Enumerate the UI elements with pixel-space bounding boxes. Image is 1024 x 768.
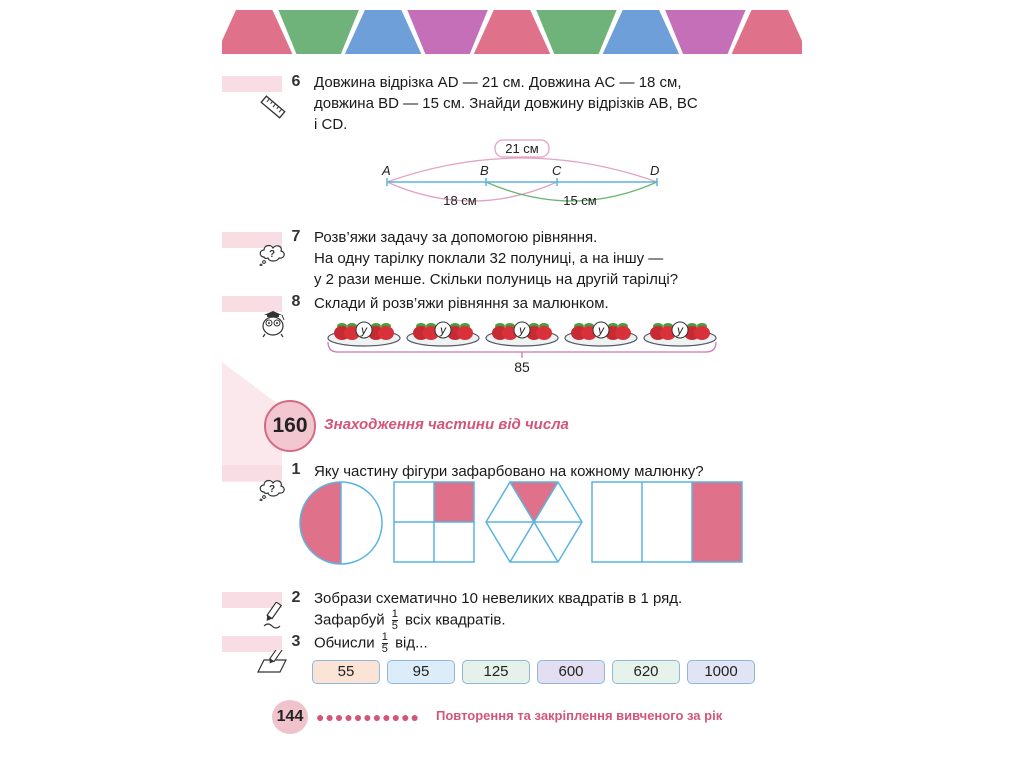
thinking-cloud-icon (258, 242, 286, 266)
banner-segment (474, 10, 550, 54)
unknown-variable-label: у (361, 323, 367, 337)
quarter-square-figure (394, 482, 474, 562)
point-b-label: B (480, 163, 489, 178)
textbook-page (222, 10, 802, 750)
strawberry-plate (407, 322, 479, 346)
bd-length-label: 15 см (563, 193, 597, 208)
shaded-figures (296, 480, 746, 570)
value-chip: 55 (312, 660, 380, 684)
task-6-text (314, 72, 804, 135)
value-chip: 620 (612, 660, 680, 684)
task-6-line-3: і CD. (314, 116, 348, 133)
task-6-line-1: Довжина відрізка AD — 21 см. Довжина AC — 18 см, (314, 74, 682, 91)
owl-mascot-icon (256, 306, 290, 338)
total-length-label: 21 см (505, 141, 539, 156)
unknown-variable-label: у (677, 323, 683, 337)
strawberry-plate (328, 322, 400, 346)
half-circle-figure (300, 482, 382, 564)
unknown-variable-label: у (440, 323, 446, 337)
task-7-number: 7 (291, 228, 301, 245)
task-2-line-2-end: всіх квадратів. (405, 611, 506, 629)
task-7-text (314, 227, 804, 290)
task-7-line-1: Розв’яжи задачу за допомогою рівняння. (314, 229, 598, 246)
strawberry-plate (486, 322, 558, 346)
task-strip (222, 76, 282, 92)
strawberry-plate (565, 322, 637, 346)
point-d-label: D (650, 163, 660, 178)
values-row (312, 660, 757, 684)
decorative-banner (222, 10, 802, 54)
unknown-variable-label: у (598, 323, 604, 337)
task-7-line-2: На одну тарілку поклали 32 полуниці, а на іншу — (314, 250, 664, 267)
thinking-cloud-icon (258, 477, 286, 501)
task-2-line-2 (314, 609, 804, 632)
value-chip: 125 (462, 660, 530, 684)
sixth-hexagon-figure (486, 482, 582, 562)
ac-length-label: 18 см (443, 193, 477, 208)
task-8-text: Склади й розв’яжи рівняння за малюнком. (314, 295, 609, 312)
task-3-number: 3 (291, 633, 301, 650)
task-3-end: від... (395, 634, 428, 652)
page-number: 144 (272, 700, 308, 734)
task-3-text (314, 632, 804, 655)
pencil-icon (262, 602, 284, 630)
banner-segment (407, 10, 487, 54)
unknown-variable-label: у (519, 323, 525, 337)
task-1-text: Яку частину фігури зафарбовано на кожному малюнку? (314, 463, 704, 480)
task-7-line-3: у 2 рази менше. Скільки полуниць на другій тарілці? (314, 271, 679, 288)
task-2-line-1: Зобрази схематично 10 невеликих квадратів в 1 ряд. (314, 590, 683, 607)
total-sum-label: 85 (514, 359, 530, 375)
task-6-line-2: довжина BD — 15 см. Знайди довжину відрізків AB, BC (314, 95, 698, 112)
fraction-numerator: 1 (381, 631, 388, 643)
task-6-number: 6 (291, 73, 301, 90)
task-8-number: 8 (291, 293, 301, 310)
value-chip: 95 (387, 660, 455, 684)
segment-diagram (372, 138, 672, 216)
banner-segment (665, 10, 745, 54)
strawberry-plate (644, 322, 716, 346)
fraction-one-fifth (392, 609, 398, 632)
banner-segment (536, 10, 616, 54)
task-2-line-2-start: Зафарбуй (314, 611, 385, 629)
svg-text:?: ? (268, 484, 276, 495)
ruler-icon (260, 94, 286, 120)
footer-section-title: Повторення та закріплення вивченого за рік (436, 708, 723, 723)
task-2-number: 2 (291, 589, 301, 606)
lesson-number-badge: 160 (264, 400, 316, 452)
notebook-pencil-icon (256, 650, 288, 676)
value-chip: 600 (537, 660, 605, 684)
footer-dots: ●●●●●●●●●●● (316, 709, 421, 725)
task-3-start: Обчисли (314, 634, 375, 652)
banner-segment (345, 10, 421, 54)
banner-segment (278, 10, 358, 54)
banner-segment (603, 10, 679, 54)
task-2-text (314, 588, 804, 632)
point-c-label: C (552, 163, 562, 178)
fraction-denominator: 5 (391, 620, 398, 632)
point-a-label: A (382, 163, 391, 178)
fraction-one-fifth (382, 632, 388, 655)
fraction-denominator: 5 (381, 643, 388, 655)
svg-text:?: ? (268, 249, 276, 260)
fraction-numerator: 1 (391, 608, 398, 620)
third-rectangle-figure (592, 482, 742, 562)
lesson-title: Знаходження частини від числа (324, 416, 569, 433)
value-chip: 1000 (687, 660, 755, 684)
task-1-number: 1 (291, 461, 301, 478)
plates-diagram (326, 312, 718, 376)
